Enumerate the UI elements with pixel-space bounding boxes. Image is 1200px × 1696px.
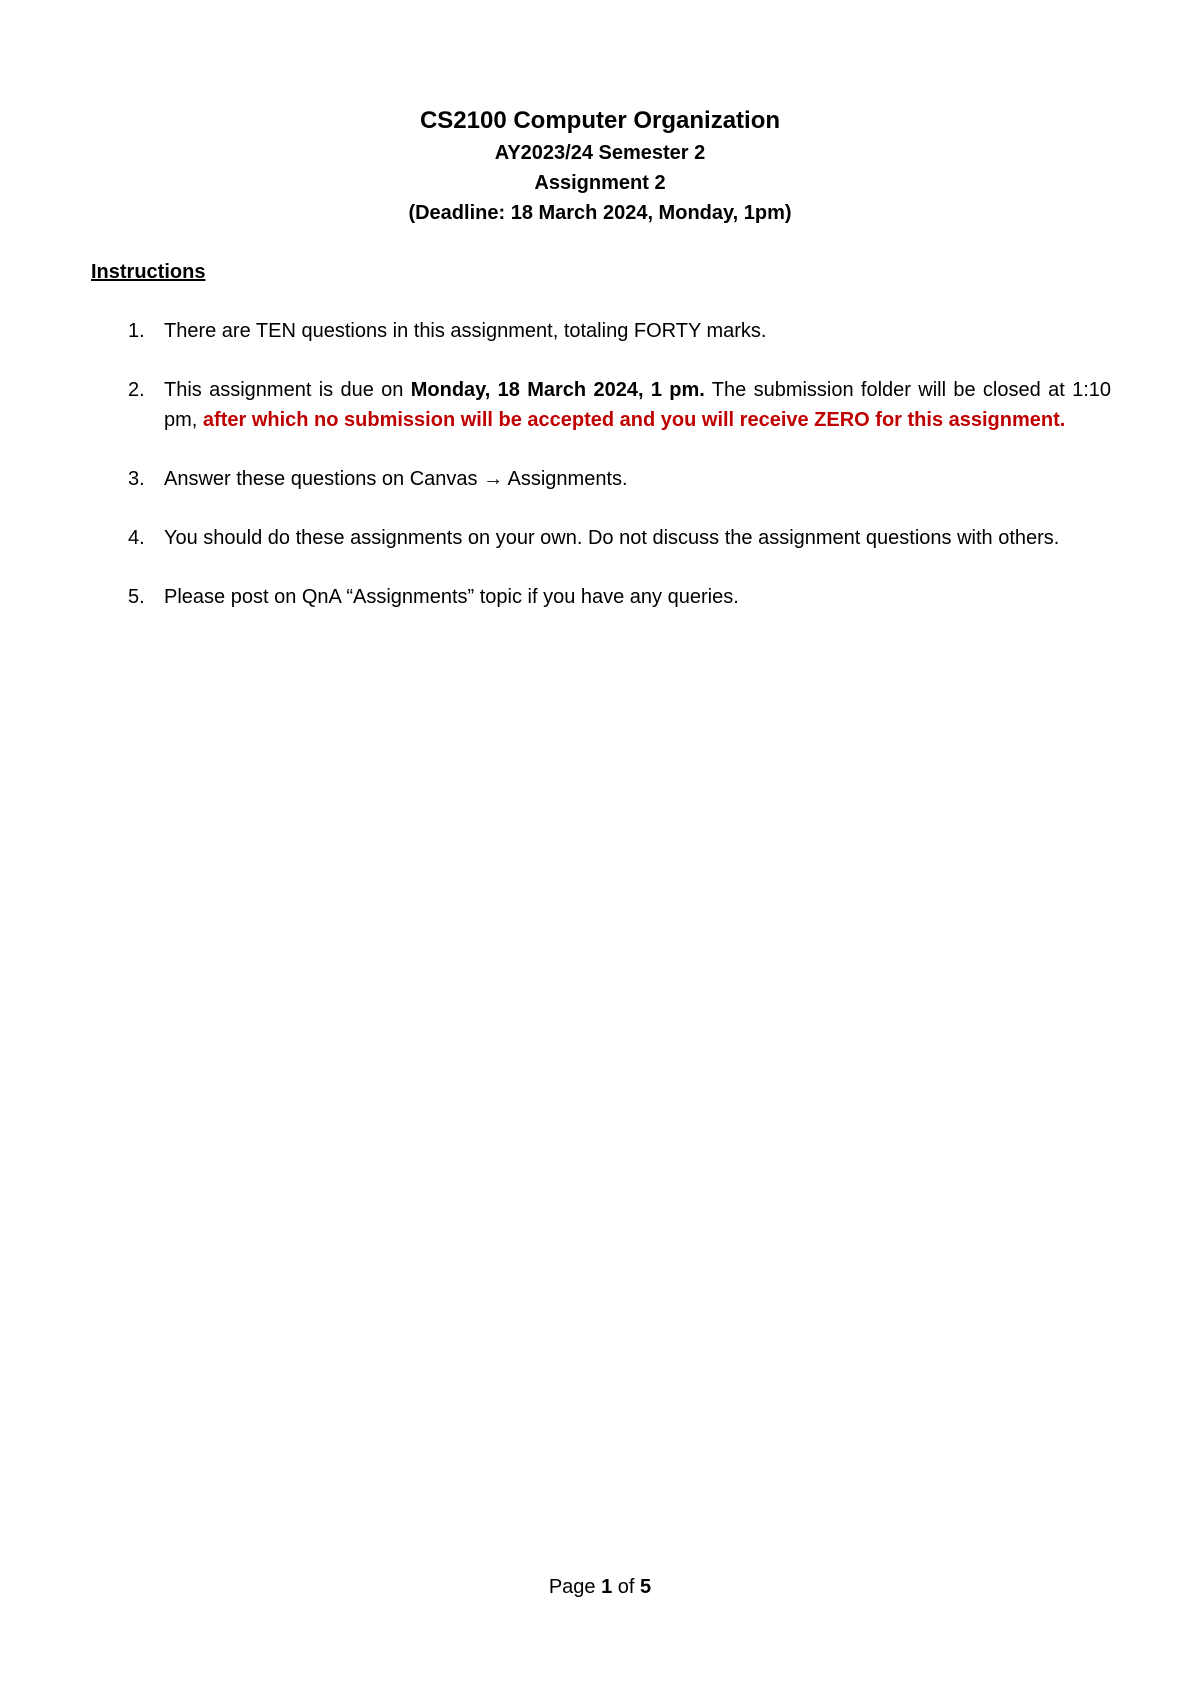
due-date-emphasis: Monday, 18 March 2024, 1 pm. [410, 379, 705, 401]
deadline-line: (Deadline: 18 March 2024, Monday, 1pm) [408, 202, 792, 224]
list-item-number: 5. [128, 586, 145, 608]
list-item [91, 375, 1111, 435]
late-warning: after which no submission will be accepted and you will receive ZERO for this assignment. [202, 409, 1066, 431]
list-item [91, 582, 1111, 612]
semester-line: AY2023/24 Semester 2 [494, 142, 706, 164]
document-header [0, 104, 1200, 228]
list-item-number: 1. [128, 320, 145, 342]
list-item-text-middle: The submission folder will be closed at 1:10 pm, [164, 379, 1111, 431]
list-item-text: Please post on QnA “Assignments” topic if you have any queries. [164, 586, 739, 608]
list-item-number: 4. [128, 527, 145, 549]
list-item-text: There are TEN questions in this assignment, totaling FORTY marks. [164, 320, 767, 342]
list-item-number: 2. [128, 379, 145, 401]
list-item-number: 3. [128, 468, 145, 490]
page-number-current: 1 [601, 1576, 613, 1598]
page-footer [0, 1572, 1200, 1602]
instructions-list [91, 316, 1111, 641]
page-label: Page [548, 1576, 602, 1598]
page-number-total: 5 [640, 1576, 652, 1598]
list-item [91, 523, 1111, 553]
list-item-text-start: This assignment is due on [164, 379, 411, 401]
list-item-text: Answer these questions on Canvas → Assignments. [164, 468, 628, 490]
list-item-text: You should do these assignments on your own. Do not discuss the assignment questions with others. [164, 527, 1060, 549]
instructions-heading: Instructions [91, 261, 206, 283]
course-title: CS2100 Computer Organization [419, 107, 781, 134]
list-item [91, 316, 1111, 346]
page-of-label: of [612, 1576, 641, 1598]
assignment-title: Assignment 2 [534, 172, 666, 194]
list-item [91, 464, 1111, 494]
